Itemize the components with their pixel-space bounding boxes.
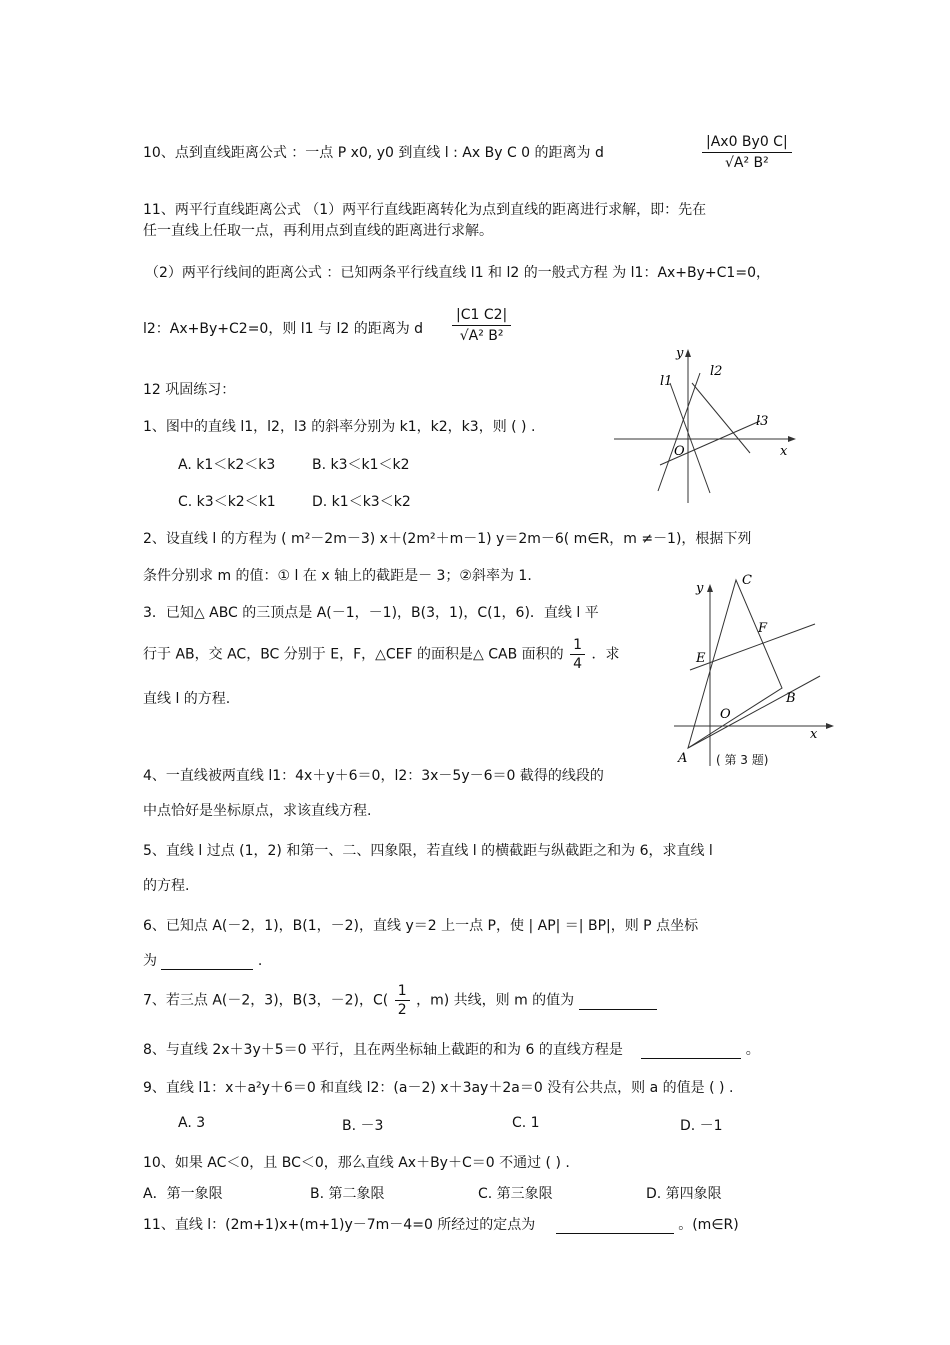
fig3-label-b: B xyxy=(786,691,796,706)
fig3-label-f: F xyxy=(758,621,768,636)
fig3-label-o: O xyxy=(720,707,731,722)
q11-line xyxy=(143,1214,739,1234)
q3-line1: 3．已知△ ABC 的三顶点是 A(－1，－1)，B(3，1)，C(1，6)．直线 l 平 xyxy=(143,605,599,621)
fig3-label-e: E xyxy=(696,651,706,666)
q2-line1: 2、设直线 l 的方程为 ( m²－2m－3) x＋(2m²＋m－1) y＝2m－6( m∈R，m ≠－1)，根据下列 xyxy=(143,531,752,547)
item11-line3: （2）两平行线间的距离公式 ：已知两条平行线直线 l1 和 l2 的一般式方程 为 l1：Ax+By+C1=0， xyxy=(145,265,770,281)
q9-stem: 9、直线 l1：x＋a²y＋6＝0 和直线 l2：(a－2) x＋3ay＋2a＝0 没有公共点，则 a 的值是 ( ) . xyxy=(143,1080,734,1096)
fig1-label-o: O xyxy=(674,444,685,459)
q7-answer-blank[interactable] xyxy=(579,993,657,1010)
item10-formula xyxy=(702,132,792,173)
y-axis-arrow xyxy=(707,584,713,592)
x-axis-arrow xyxy=(826,723,834,729)
item10-text: 10、点到直线距离公式 ：一点 P x0, y0 到直线 l : Ax By C 0 的距离为 d xyxy=(143,145,604,161)
q3-frac-num: 1 xyxy=(570,636,585,655)
q7-fraction xyxy=(395,982,410,1019)
q1-option-a: A. k1＜k2＜k3 xyxy=(178,457,276,473)
q11-answer-blank[interactable] xyxy=(556,1217,674,1234)
q3-figure-caption: ( 第 3 题) xyxy=(716,753,769,767)
fig1-label-l1: l1 xyxy=(660,374,673,389)
q6-line2-text: 为 xyxy=(143,953,157,969)
q2-line2: 条件分别求 m 的值：① l 在 x 轴上的截距是－ 3；②斜率为 1. xyxy=(143,568,532,584)
q8-text: 8、与直线 2x＋3y＋5＝0 平行，且在两坐标轴上截距的和为 6 的直线方程是 xyxy=(143,1042,623,1058)
q9-option-d: D. －1 xyxy=(680,1118,723,1134)
q1-figure xyxy=(610,343,800,508)
q9-option-a: A. 3 xyxy=(178,1115,206,1131)
item11-line2: 任一直线上任取一点，再利用点到直线的距离进行求解。 xyxy=(143,223,493,239)
q7-text-a: 7、若三点 A(－2，3)，B(3，－2)，C( xyxy=(143,992,389,1009)
q10-option-a: A．第一象限 xyxy=(143,1186,223,1202)
q6-answer-blank[interactable] xyxy=(161,953,253,970)
q3-line3: 直线 l 的方程. xyxy=(143,691,231,707)
line-extra xyxy=(692,383,750,453)
fig3-label-x: x xyxy=(810,727,818,742)
q1-option-d: D. k1＜k3＜k2 xyxy=(312,494,411,510)
q7-line xyxy=(143,982,657,1019)
line-l1 xyxy=(670,383,710,493)
q7-text-b: ，m) 共线，则 m 的值为 xyxy=(416,992,575,1009)
q8-line xyxy=(143,1039,760,1059)
q5-line2: 的方程. xyxy=(143,878,190,894)
q8-answer-blank[interactable] xyxy=(641,1042,741,1059)
q7-frac-den: 2 xyxy=(397,1002,407,1018)
q9-option-c: C. 1 xyxy=(512,1115,540,1131)
q6-line1: 6、已知点 A(－2，1)，B(1，－2)，直线 y＝2 上一点 P，使 | AP| ＝| BP|，则 P 点坐标 xyxy=(143,918,699,934)
q9-option-b: B. －3 xyxy=(342,1118,384,1134)
formula-denominator: √A² B² xyxy=(459,328,504,344)
q1-option-b: B. k3＜k1＜k2 xyxy=(312,457,410,473)
q7-frac-num: 1 xyxy=(395,982,410,1001)
q1-option-c: C. k3＜k2＜k1 xyxy=(178,494,276,510)
q1-stem: 1、图中的直线 l1，l2，l3 的斜率分别为 k1，k2，k3，则 ( ) . xyxy=(143,419,536,435)
item11-line1: 11、两平行直线距离公式 （1）两平行直线距离转化为点到直线的距离进行求解，即：先在 xyxy=(143,202,707,218)
fig3-label-y: y xyxy=(696,581,704,596)
x-axis-arrow xyxy=(788,436,796,442)
q6-line2 xyxy=(143,950,262,970)
q10-option-b: B. 第二象限 xyxy=(310,1186,385,1202)
q3-line2-end: ．求 xyxy=(591,646,620,663)
line-l2 xyxy=(658,373,700,491)
item11-formula xyxy=(452,305,511,346)
q3-fraction xyxy=(570,636,585,673)
q11-end: 。(m∈R) xyxy=(678,1217,739,1233)
q5-line1: 5、直线 l 过点 (1，2) 和第一、二、四象限，若直线 l 的横截距与纵截距之和为 6，求直线 l xyxy=(143,843,713,859)
fig1-label-y: y xyxy=(676,346,684,361)
formula-numerator: |Ax0 By0 C| xyxy=(702,132,792,153)
fig3-label-c: C xyxy=(742,573,752,588)
q3-line2-text: 行于 AB，交 AC，BC 分别于 E，F，△CEF 的面积是△ CAB 面积的 xyxy=(143,646,564,663)
line-ab-extended xyxy=(688,676,820,748)
q10-option-c: C. 第三象限 xyxy=(478,1186,553,1202)
item11-line4: l2：Ax+By+C2=0，则 l1 与 l2 的距离为 d xyxy=(143,321,424,337)
fig1-label-l2: l2 xyxy=(710,364,723,379)
formula-numerator: |C1 C2| xyxy=(452,305,511,326)
q10-option-d: D. 第四象限 xyxy=(646,1186,722,1202)
y-axis-arrow xyxy=(685,349,691,357)
q4-line2: 中点恰好是坐标原点，求该直线方程. xyxy=(143,803,372,819)
fig1-label-x: x xyxy=(780,444,788,459)
q8-end: 。 xyxy=(745,1042,760,1058)
q10-stem: 10、如果 AC＜0，且 BC＜0，那么直线 Ax＋By＋C＝0 不通过 ( ) . xyxy=(143,1155,570,1171)
q3-frac-den: 4 xyxy=(573,656,583,672)
q4-line1: 4、一直线被两直线 l1：4x＋y＋6＝0，l2：3x－5y－6＝0 截得的线段的 xyxy=(143,768,604,784)
line-l xyxy=(690,624,815,670)
fig3-label-a: A xyxy=(678,751,688,766)
formula-denominator: √A² B² xyxy=(724,155,769,171)
q11-text: 11、直线 l：(2m+1)x+(m+1)y－7m－4=0 所经过的定点为 xyxy=(143,1217,536,1233)
q3-figure xyxy=(670,570,840,770)
fig1-label-l3: l3 xyxy=(756,414,769,429)
q6-line2-end: . xyxy=(257,953,263,969)
section-title: 12 巩固练习： xyxy=(143,382,236,398)
q3-line2 xyxy=(143,636,619,673)
